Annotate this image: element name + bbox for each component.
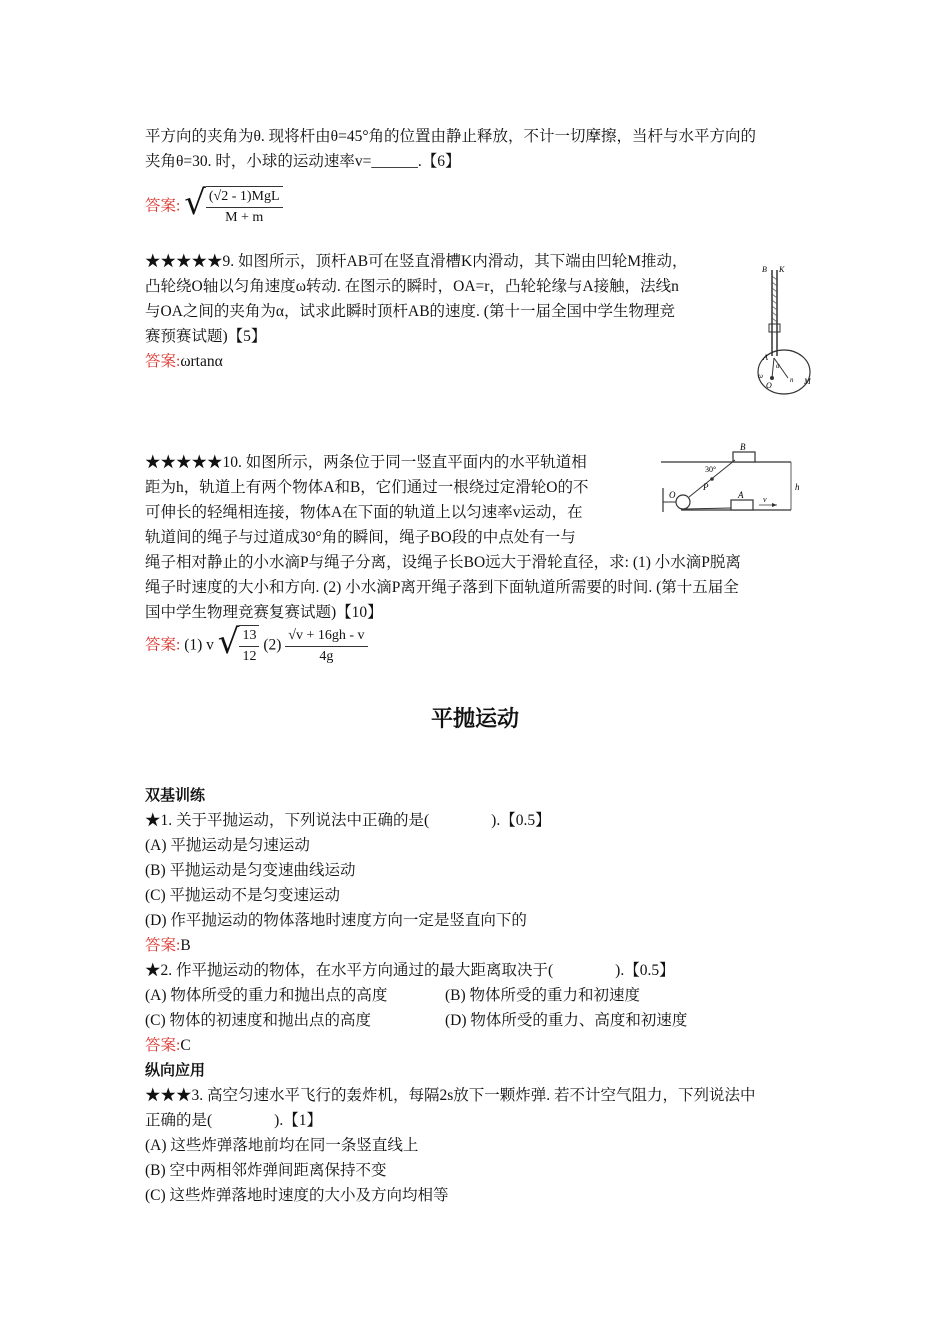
q2-answer-value: C — [180, 1037, 191, 1054]
q10-fig-label-v: v — [763, 495, 767, 504]
q2-stem: ★2. 作平抛运动的物体，在水平方向通过的最大距离取决于( ).【0.5】 — [145, 962, 675, 979]
q10-answer-label: 答案: — [145, 636, 181, 654]
q10-line-1: ★★★★★10. 如图所示，两条位于同一竖直平面内的水平轨道相 — [145, 454, 587, 471]
q8-text — [145, 124, 807, 174]
q9-line-3: 与OA之间的夹角为α，试求此瞬时顶杆AB的速度. (第十一届全国中学生物理竞 — [145, 303, 675, 320]
q3-option-a: (A) 这些炸弹落地前均在同一条竖直线上 — [145, 1137, 419, 1154]
q2-options-row-2 — [145, 1008, 807, 1033]
q3-option-c: (C) 这些炸弹落地时速度的大小及方向均相等 — [145, 1187, 449, 1204]
q10-answer-part1: (1) v — [184, 636, 214, 654]
section-title: 平抛运动 — [430, 707, 519, 732]
q9-answer-value: ωrtanα — [180, 353, 223, 370]
q10-answer2-denominator: 4g — [319, 648, 334, 664]
q10-fig-label-h: h — [795, 482, 800, 492]
q10-line-2: 距为h，轨道上有两个物体A和B，它们通过一根绕过定滑轮O的不 — [145, 479, 589, 496]
q2-options-row-1 — [145, 983, 807, 1008]
q3-option-b: (B) 空中两相邻炸弹间距离保持不变 — [145, 1162, 387, 1179]
q8-answer — [145, 183, 807, 228]
q9-fig-label-a: A — [763, 353, 768, 362]
q10-fig-label-a: A — [738, 490, 744, 500]
q10-line-6: 绳子时速度的大小和方向. (2) 小水滴P离开绳子落到下面轨道所需要的时间. (第十五届全 — [145, 579, 739, 596]
q1-option-b: (B) 平抛运动是匀变速曲线运动 — [145, 862, 356, 879]
q10-fig-label-o: O — [669, 490, 676, 500]
radical-sign-icon: √ — [184, 183, 206, 223]
q10-answer2-numerator: √v + 16gh - v — [285, 626, 367, 647]
q10-line-3: 可伸长的轻绳相连接，物体A在下面的轨道上以匀速率v运动，在 — [145, 504, 583, 521]
q9-fig-label-o: O — [766, 381, 772, 390]
q8-answer-numerator: (√2 - 1)MgL — [206, 187, 283, 208]
q2-option-d: (D) 物体所受的重力、高度和初速度 — [445, 1012, 688, 1029]
q2-answer-label: 答案: — [145, 1037, 181, 1054]
q8-line-1: 平方向的夹角为θ. 现将杆由θ=45°角的位置由静止释放，不计一切摩擦，当杆与水平方向的 — [145, 128, 757, 145]
q9-answer-label: 答案: — [145, 353, 181, 370]
q8-answer-denominator: M + m — [225, 210, 264, 225]
q1-answer-value: B — [180, 937, 191, 954]
subheading-basic-training: 双基训练 — [145, 786, 206, 804]
q9-line-4: 赛预赛试题)【5】 — [145, 328, 267, 345]
q10-line-4: 轨道间的绳子与过道成30°角的瞬间，绳子BO段的中点处有一与 — [145, 529, 576, 546]
q2-option-a: (A) 物体所受的重力和抛出点的高度 — [145, 987, 388, 1004]
q8-line-2: 夹角θ=30. 时，小球的运动速率v=______.【6】 — [145, 153, 461, 170]
q1-answer-label: 答案: — [145, 937, 181, 954]
q9-fig-label-b: B — [762, 265, 767, 274]
q10-answer1-denominator: 12 — [242, 649, 257, 664]
q9-cam-figure — [748, 260, 818, 400]
q9-fig-label-n: n — [790, 376, 794, 384]
subheading-vertical-application: 纵向应用 — [145, 1061, 206, 1079]
q2-answer — [145, 1033, 807, 1058]
q3-line-2: 正确的是( ).【1】 — [145, 1112, 322, 1129]
q3-line-1: ★★★3. 高空匀速水平飞行的轰炸机，每隔2s放下一颗炸弹. 若不计空气阻力，下列说法中 — [145, 1087, 756, 1104]
q9-text — [145, 249, 745, 374]
q1-stem: ★1. 关于平抛运动，下列说法中正确的是( ).【0.5】 — [145, 812, 551, 829]
q10-answer — [145, 622, 807, 667]
q10-fig-label-angle: 30° — [705, 465, 717, 474]
q1-option-d: (D) 作平抛运动的物体落地时速度方向一定是竖直向下的 — [145, 912, 527, 929]
q10-pulley-figure — [655, 442, 807, 526]
q2-option-c: (C) 物体的初速度和抛出点的高度 — [145, 1012, 372, 1029]
q9-fig-label-m: M — [804, 377, 811, 386]
q9-line-2: 凸轮绕O轴以匀角速度ω转动. 在图示的瞬时，OA=r，凸轮轮缘与A接触，法线n — [145, 278, 679, 295]
q9-fig-label-alpha: α — [776, 362, 780, 370]
q1-answer — [145, 933, 807, 958]
q8-answer-label: 答案: — [145, 197, 181, 215]
q2-option-b: (B) 物体所受的重力和初速度 — [445, 987, 641, 1004]
q8-answer-radical — [184, 183, 282, 228]
q9-line-1: ★★★★★9. 如图所示，顶杆AB可在竖直滑槽K内滑动，其下端由凹轮M推动， — [145, 253, 688, 270]
radical-sign-icon: √ — [217, 622, 240, 662]
q1-option-a: (A) 平抛运动是匀速运动 — [145, 837, 310, 854]
q9-fig-label-k: K — [779, 265, 785, 274]
q10-fig-label-p: P — [703, 482, 709, 492]
q9-fig-label-omega: ω — [758, 372, 763, 380]
q10-line-7: 国中学生物理竞赛复赛试题)【10】 — [145, 604, 383, 621]
q10-fig-label-b: B — [740, 442, 746, 452]
q10-answer1-numerator: 13 — [239, 626, 259, 647]
q9-answer — [145, 349, 745, 374]
projectile-questions — [145, 783, 807, 1208]
q10-line-5: 绳子相对静止的小水滴P与绳子分离，设绳子长BO远大于滑轮直径，求: (1) 小水滴P脱离 — [145, 554, 741, 571]
q10-answer-part2: (2) — [263, 636, 282, 654]
q1-option-c: (C) 平抛运动不是匀变速运动 — [145, 887, 341, 904]
